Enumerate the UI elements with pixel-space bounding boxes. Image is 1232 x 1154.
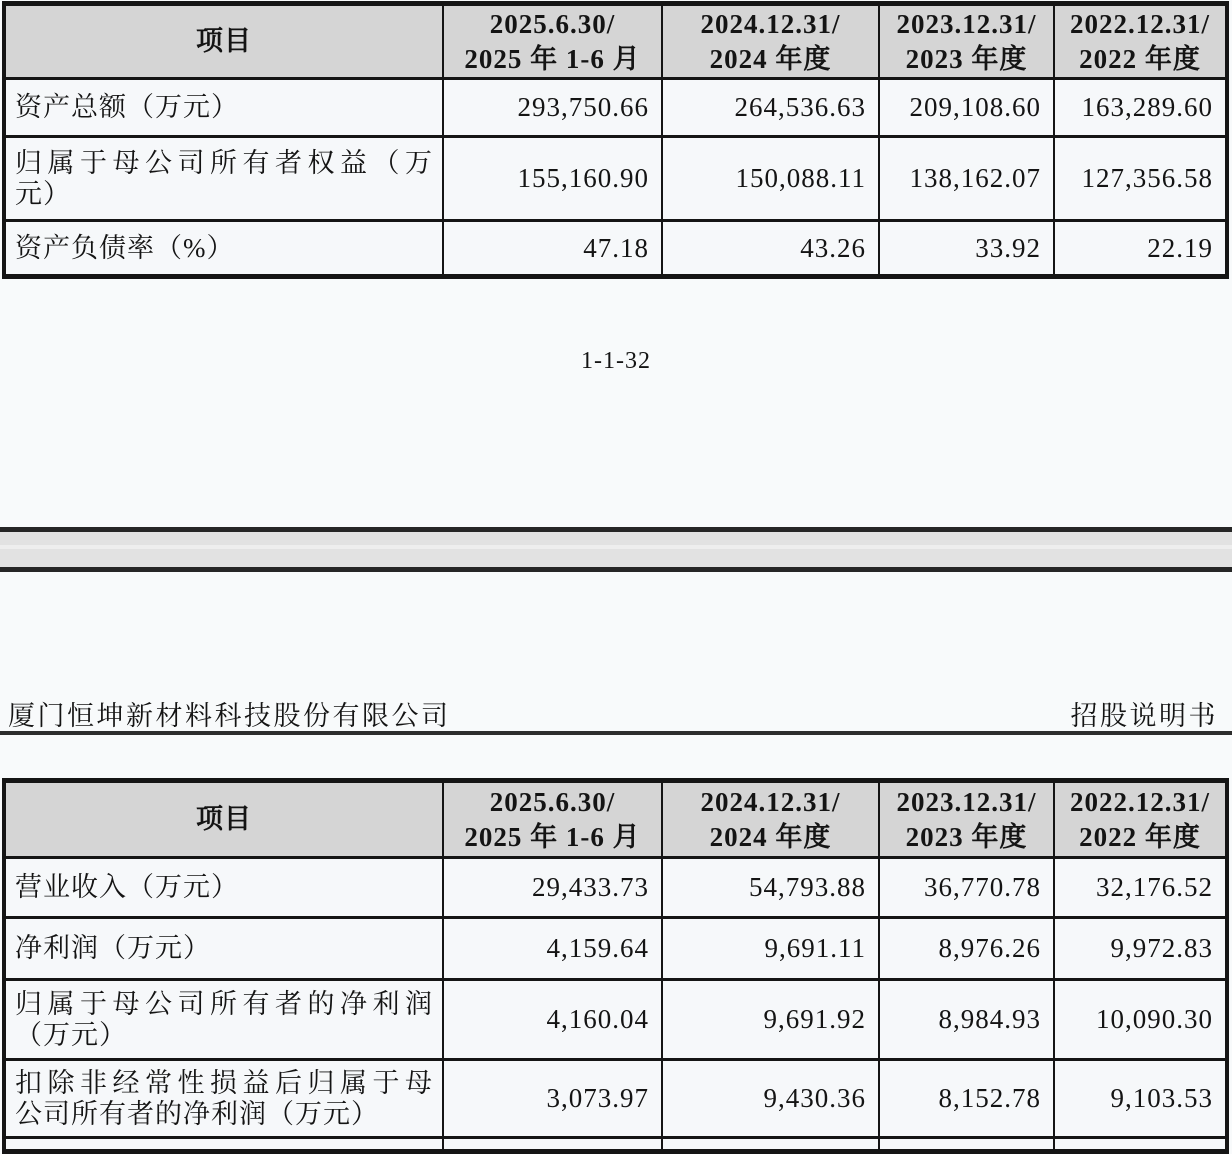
cell-value: 32,176.52	[1054, 858, 1227, 918]
table-row-parent-equity	[4, 137, 1227, 221]
table-row-total-assets	[4, 79, 1227, 137]
row-label: 资产总额（万元）	[4, 79, 443, 137]
column-header-2023: 2023.12.31/ 2023 年度	[879, 4, 1054, 79]
page-number: 1-1-32	[581, 348, 651, 374]
cell-value: 10,090.30	[1054, 980, 1227, 1060]
cell-value: 33.92	[879, 221, 1054, 277]
row-label: 净利润（万元）	[4, 918, 443, 980]
table-row-revenue	[4, 858, 1227, 918]
cell-value: 163,289.60	[1054, 79, 1227, 137]
column-header-2024: 2024.12.31/ 2024 年度	[662, 4, 879, 79]
cell-value: 293,750.66	[443, 79, 662, 137]
cell-value: 4,159.64	[443, 918, 662, 980]
row-label: 资产负债率（%）	[4, 221, 443, 277]
cell-value: 3,073.97	[443, 1060, 662, 1138]
column-header-2025h1: 2025.6.30/ 2025 年 1-6 月	[443, 781, 662, 858]
balance-summary-table	[2, 1, 1229, 279]
cell-value	[879, 1138, 1054, 1152]
cell-value: 22.19	[1054, 221, 1227, 277]
cell-value: 9,972.83	[1054, 918, 1227, 980]
cell-value: 36,770.78	[879, 858, 1054, 918]
row-label: 归属于母公司所有者的净利润 （万元）	[4, 980, 443, 1060]
cell-value: 127,356.58	[1054, 137, 1227, 221]
cell-value	[1054, 1138, 1227, 1152]
row-label: 营业收入（万元）	[4, 858, 443, 918]
cell-value	[443, 1138, 662, 1152]
table-row-net-profit	[4, 918, 1227, 980]
column-header-item: 项目	[4, 781, 443, 858]
column-header-item: 项目	[4, 4, 443, 79]
row-label	[4, 1138, 443, 1152]
cell-value: 264,536.63	[662, 79, 879, 137]
column-header-2022: 2022.12.31/ 2022 年度	[1054, 4, 1227, 79]
column-header-2024: 2024.12.31/ 2024 年度	[662, 781, 879, 858]
cell-value: 9,430.36	[662, 1060, 879, 1138]
page-break-divider	[0, 527, 1232, 572]
table-row-debt-ratio	[4, 221, 1227, 277]
cell-value: 155,160.90	[443, 137, 662, 221]
column-header-2023: 2023.12.31/ 2023 年度	[879, 781, 1054, 858]
cell-value: 9,691.11	[662, 918, 879, 980]
row-label: 归属于母公司所有者权益（万 元）	[4, 137, 443, 221]
income-summary-table	[2, 778, 1229, 1154]
header-rule	[0, 731, 1232, 735]
cell-value: 4,160.04	[443, 980, 662, 1060]
cell-value: 8,976.26	[879, 918, 1054, 980]
cell-value: 138,162.07	[879, 137, 1054, 221]
cell-value	[662, 1138, 879, 1152]
column-header-2022: 2022.12.31/ 2022 年度	[1054, 781, 1227, 858]
cell-value: 8,152.78	[879, 1060, 1054, 1138]
table-row-parent-net-profit	[4, 980, 1227, 1060]
cell-value: 209,108.60	[879, 79, 1054, 137]
row-label: 扣除非经常性损益后归属于母 公司所有者的净利润（万元）	[4, 1060, 443, 1138]
table-header-row	[4, 781, 1227, 858]
cell-value: 9,103.53	[1054, 1060, 1227, 1138]
cell-value: 54,793.88	[662, 858, 879, 918]
cell-value: 8,984.93	[879, 980, 1054, 1060]
running-header	[0, 694, 1232, 731]
page-header-doctype: 招股说明书	[1070, 701, 1218, 731]
table-row-deducted-net-profit	[4, 1060, 1227, 1138]
column-header-2025h1: 2025.6.30/ 2025 年 1-6 月	[443, 4, 662, 79]
cell-value: 9,691.92	[662, 980, 879, 1060]
cell-value: 47.18	[443, 221, 662, 277]
cell-value: 43.26	[662, 221, 879, 277]
cell-value: 150,088.11	[662, 137, 879, 221]
table-row-partial	[4, 1138, 1227, 1152]
page-header-company: 厦门恒坤新材料科技股份有限公司	[8, 701, 451, 731]
cell-value: 29,433.73	[443, 858, 662, 918]
table-header-row	[4, 4, 1227, 79]
